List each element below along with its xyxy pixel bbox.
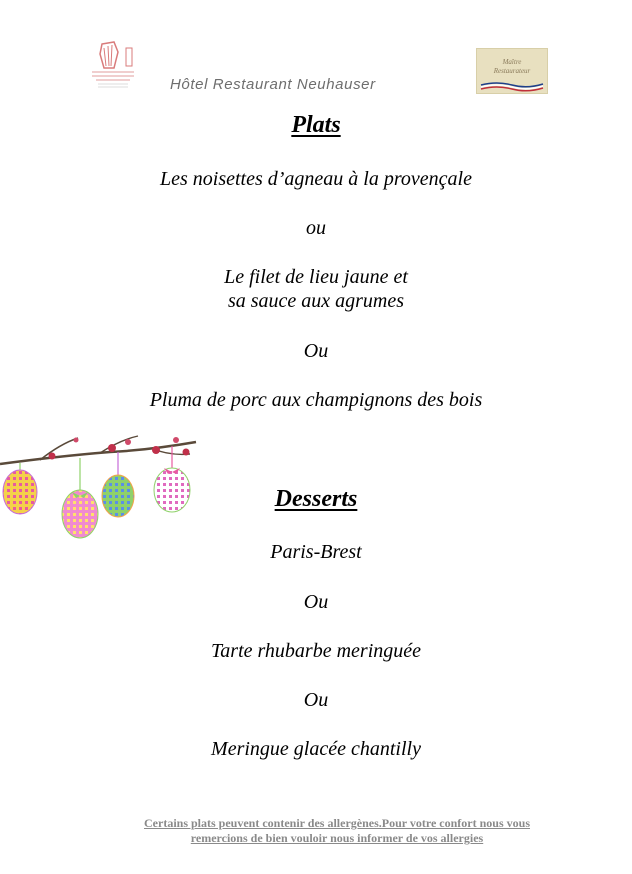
chef-hat-logo-icon bbox=[88, 38, 138, 94]
desserts-item-meringue: Meringue glacée chantilly bbox=[211, 738, 421, 760]
plats-item-lieu-line2: sa sauce aux agrumes bbox=[227, 290, 405, 312]
plats-item-agneau: Les noisettes d’agneau à la provençale bbox=[160, 168, 472, 190]
desserts-separator-2: Ou bbox=[303, 689, 329, 711]
plats-title: Plats bbox=[291, 112, 341, 138]
plats-item-lieu-line1: Le filet de lieu jaune et bbox=[224, 266, 408, 288]
desserts-item-paris-brest: Paris-Brest bbox=[270, 541, 362, 563]
svg-text:Restaurateur: Restaurateur bbox=[493, 67, 531, 75]
maitre-restaurateur-logo bbox=[476, 48, 548, 94]
maitre-restaurateur-badge-icon bbox=[477, 49, 547, 93]
hotel-name: Hôtel Restaurant Neuhauser bbox=[170, 76, 376, 93]
allergen-notice-line1: Certains plats peuvent contenir des allergènes.Pour votre confort nous vous bbox=[144, 816, 530, 830]
desserts-item-tarte: Tarte rhubarbe meringuée bbox=[211, 640, 421, 662]
svg-text:Maître: Maître bbox=[502, 58, 522, 66]
allergen-notice bbox=[100, 816, 574, 846]
plats-item-pluma: Pluma de porc aux champignons des bois bbox=[149, 389, 483, 411]
allergen-notice-line2: remercions de bien vouloir nous informer de vos allergies bbox=[190, 831, 484, 845]
desserts-title: Desserts bbox=[274, 486, 358, 512]
plats-separator-1: ou bbox=[306, 217, 326, 239]
left-logo bbox=[88, 38, 138, 94]
desserts-separator-1: Ou bbox=[303, 591, 329, 613]
plats-separator-2: Ou bbox=[303, 340, 329, 362]
